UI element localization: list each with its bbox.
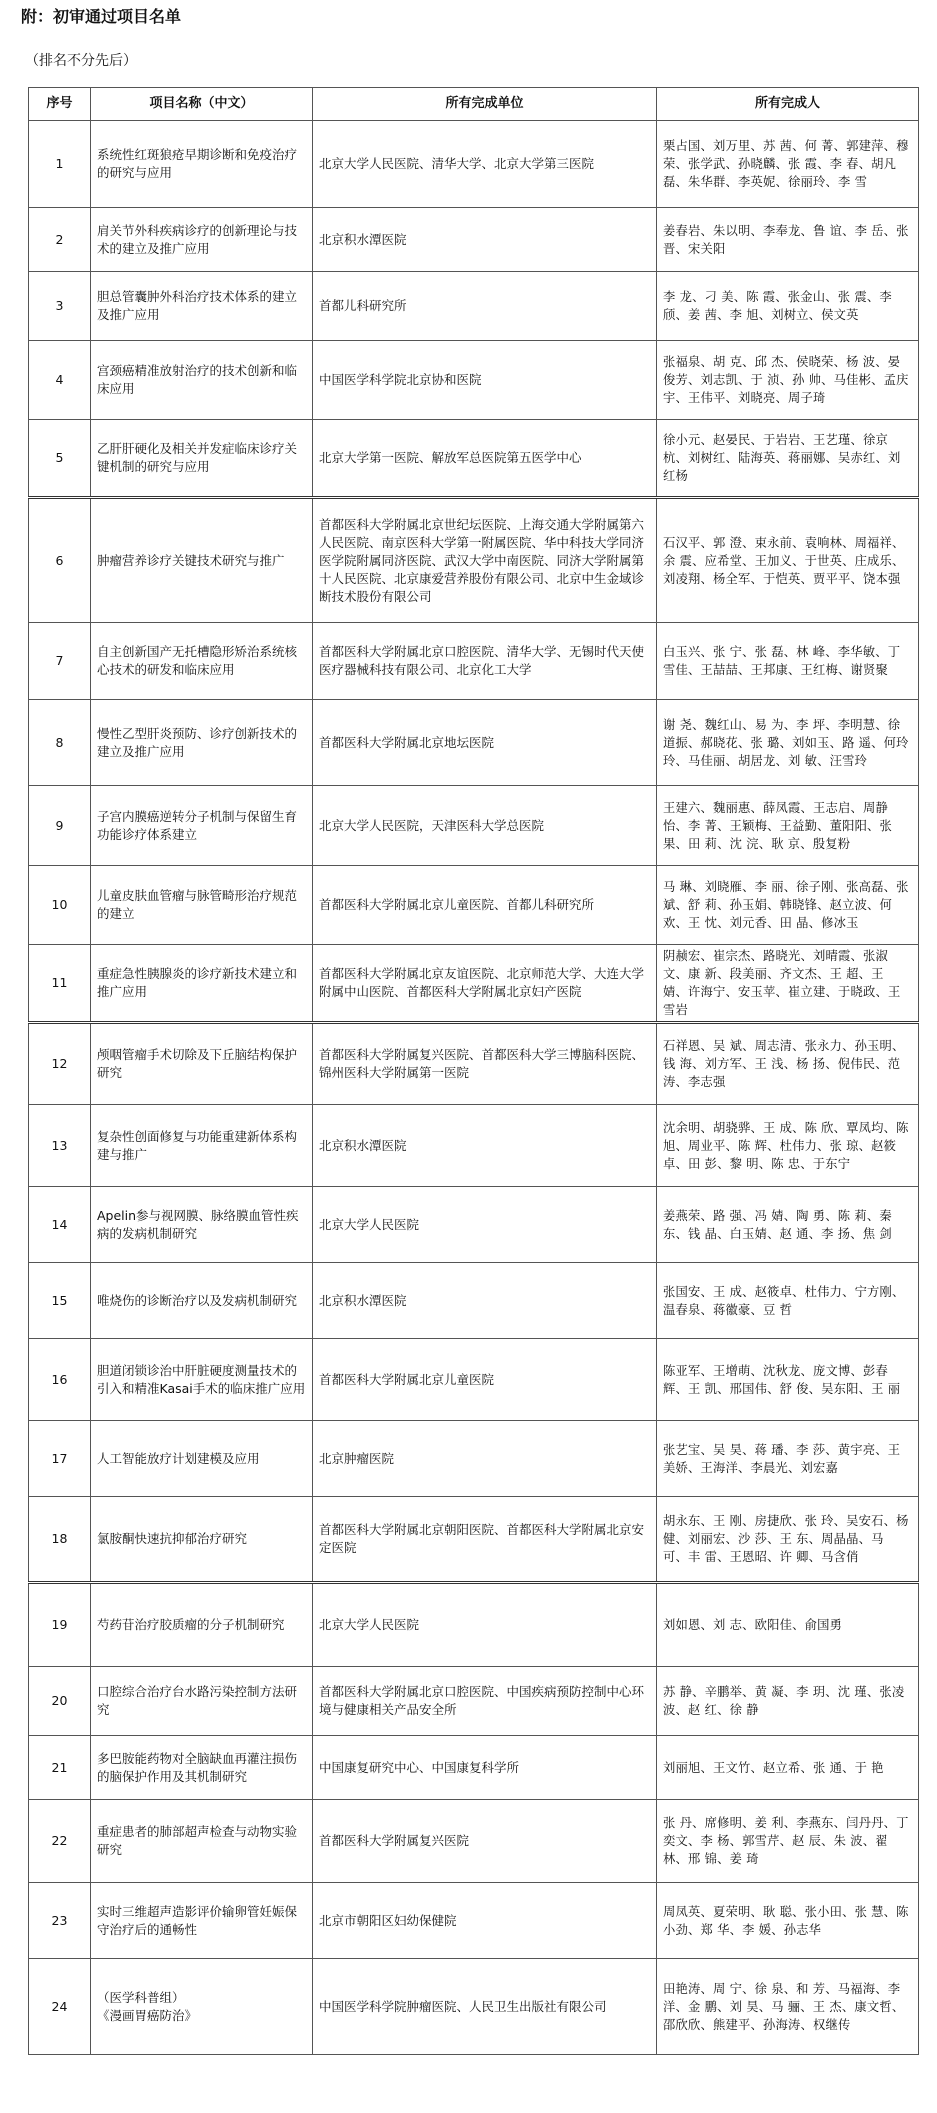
row-index: 12	[29, 1023, 91, 1105]
row-index: 19	[29, 1583, 91, 1667]
table-row	[29, 1800, 919, 1883]
completing-people: 张 丹、席修明、姜 利、李燕东、闫丹丹、丁奕文、李 杨、郭雪芹、赵 辰、朱 波、翟 林、邢 锦、姜 琦	[657, 1800, 919, 1883]
completing-people: 姜春岩、朱以明、李奉龙、鲁 谊、李 岳、张 晋、宋关阳	[657, 208, 919, 272]
project-name: 自主创新国产无托槽隐形矫治系统核心技术的研发和临床应用	[91, 623, 313, 700]
completing-people: 谢 尧、魏红山、易 为、李 坪、李明慧、徐道振、郝晓花、张 璐、刘如玉、路 遥、何玲玲、马佳丽、胡居龙、刘 敏、汪雪玲	[657, 700, 919, 786]
table-row	[29, 1263, 919, 1339]
project-name: 芍药苷治疗胶质瘤的分子机制研究	[91, 1583, 313, 1667]
completing-units: 北京积水潭医院	[313, 208, 657, 272]
completing-people: 李 龙、刁 美、陈 霞、张金山、张 震、李 颀、姜 茜、李 旭、刘树立、侯文英	[657, 272, 919, 341]
project-name: 重症急性胰腺炎的诊疗新技术建立和推广应用	[91, 945, 313, 1023]
completing-units: 首都医科大学附属北京地坛医院	[313, 700, 657, 786]
table-row	[29, 121, 919, 208]
row-index: 9	[29, 786, 91, 866]
table-row	[29, 945, 919, 1023]
project-name: 重症患者的肺部超声检查与动物实验研究	[91, 1800, 313, 1883]
project-table	[28, 87, 919, 2055]
row-index: 2	[29, 208, 91, 272]
project-name: 宫颈癌精准放射治疗的技术创新和临床应用	[91, 341, 313, 420]
project-name: 唯烧伤的诊断治疗以及发病机制研究	[91, 1263, 313, 1339]
project-name: 口腔综合治疗台水路污染控制方法研究	[91, 1667, 313, 1736]
completing-people: 张艺宝、吴 昊、蒋 璠、李 莎、黄宇亮、王美娇、王海洋、李晨光、刘宏嘉	[657, 1421, 919, 1497]
project-name: 肿瘤营养诊疗关键技术研究与推广	[91, 498, 313, 623]
table-row	[29, 866, 919, 945]
row-index: 5	[29, 420, 91, 498]
row-index: 11	[29, 945, 91, 1023]
completing-units: 首都儿科研究所	[313, 272, 657, 341]
completing-people: 周凤英、夏荣明、耿 聪、张小田、张 慧、陈小劲、郑 华、李 媛、孙志华	[657, 1883, 919, 1959]
completing-units: 北京积水潭医院	[313, 1105, 657, 1187]
completing-units: 北京大学人民医院，天津医科大学总医院	[313, 786, 657, 866]
completing-units: 北京肿瘤医院	[313, 1421, 657, 1497]
table-row	[29, 208, 919, 272]
table-row	[29, 1187, 919, 1263]
completing-units: 首都医科大学附属复兴医院	[313, 1800, 657, 1883]
row-index: 8	[29, 700, 91, 786]
table-row	[29, 623, 919, 700]
completing-people: 石汉平、郭 澄、束永前、袁响林、周福祥、余 震、应希堂、王加义、于世英、庄成乐、刘凌翔、杨全军、于恺英、贾平平、饶本强	[657, 498, 919, 623]
row-index: 10	[29, 866, 91, 945]
completing-people: 刘丽旭、王文竹、赵立希、张 通、于 艳	[657, 1736, 919, 1800]
completing-units: 首都医科大学附属北京口腔医院、中国疾病预防控制中心环境与健康相关产品安全所	[313, 1667, 657, 1736]
completing-units: 首都医科大学附属北京儿童医院	[313, 1339, 657, 1421]
completing-people: 白玉兴、张 宁、张 磊、林 峰、李华敏、丁雪佳、王喆喆、王邦康、王红梅、谢贤聚	[657, 623, 919, 700]
row-index: 7	[29, 623, 91, 700]
project-name: 实时三维超声造影评价输卵管妊娠保守治疗后的通畅性	[91, 1883, 313, 1959]
completing-units: 中国康复研究中心、中国康复科学所	[313, 1736, 657, 1800]
table-row	[29, 786, 919, 866]
table-row	[29, 1497, 919, 1583]
project-name: 儿童皮肤血管瘤与脉管畸形治疗规范的建立	[91, 866, 313, 945]
document-title: 附：初审通过项目名单	[21, 7, 182, 26]
completing-units: 北京大学人民医院、清华大学、北京大学第三医院	[313, 121, 657, 208]
completing-units: 北京大学第一医院、解放军总医院第五医学中心	[313, 420, 657, 498]
table-row	[29, 272, 919, 341]
completing-units: 中国医学科学院北京协和医院	[313, 341, 657, 420]
completing-people: 马 琳、刘晓雁、李 丽、徐子刚、张高磊、张 斌、舒 莉、孙玉娟、韩晓锋、赵立波、何 欢、王 忱、刘元香、田 晶、修冰玉	[657, 866, 919, 945]
table-row	[29, 498, 919, 623]
completing-units: 北京大学人民医院	[313, 1583, 657, 1667]
completing-people: 张国安、王 成、赵筱卓、杜伟力、宁方刚、温春泉、蒋徽豪、豆 哲	[657, 1263, 919, 1339]
ranking-note: （排名不分先后）	[25, 53, 137, 69]
project-name: 子宫内膜癌逆转分子机制与保留生育功能诊疗体系建立	[91, 786, 313, 866]
completing-people: 刘如恩、刘 志、欧阳佳、俞国勇	[657, 1583, 919, 1667]
completing-people: 栗占国、刘万里、苏 茜、何 菁、郭建萍、穆 荣、张学武、孙晓麟、张 霞、李 春、胡凡磊、朱华群、李英妮、徐丽玲、李 雪	[657, 121, 919, 208]
table-body	[29, 121, 919, 2055]
completing-people: 姜燕荣、路 强、冯 婧、陶 勇、陈 莉、秦 东、钱 晶、白玉婧、赵 通、李 扬、焦 剑	[657, 1187, 919, 1263]
completing-people: 胡永东、王 刚、房捷欣、张 玲、吴安石、杨 健、刘丽宏、沙 莎、王 东、周晶晶、马 可、丰 雷、王恩昭、许 卿、马含俏	[657, 1497, 919, 1583]
completing-units: 北京积水潭医院	[313, 1263, 657, 1339]
completing-people: 沈余明、胡骁骅、王 成、陈 欣、覃凤均、陈 旭、周业平、陈 辉、杜伟力、张 琼、赵筱卓、田 彭、黎 明、陈 忠、于东宁	[657, 1105, 919, 1187]
completing-people: 田艳涛、周 宁、徐 泉、和 芳、马福海、李 洋、金 鹏、刘 昊、马 骊、王 杰、康文哲、邵欣欣、熊建平、孙海涛、权继传	[657, 1959, 919, 2055]
project-name: 肩关节外科疾病诊疗的创新理论与技术的建立及推广应用	[91, 208, 313, 272]
completing-people: 陈亚军、王增萌、沈秋龙、庞文博、彭春辉、王 凯、邢国伟、舒 俊、吴东阳、王 丽	[657, 1339, 919, 1421]
row-index: 1	[29, 121, 91, 208]
table-row	[29, 1667, 919, 1736]
project-name: （医学科普组） 《漫画胃癌防治》	[91, 1959, 313, 2055]
project-name: 系统性红斑狼疮早期诊断和免疫治疗的研究与应用	[91, 121, 313, 208]
project-name: 颅咽管瘤手术切除及下丘脑结构保护研究	[91, 1023, 313, 1105]
row-index: 3	[29, 272, 91, 341]
row-index: 23	[29, 1883, 91, 1959]
header-project-name: 项目名称（中文）	[91, 88, 313, 121]
row-index: 22	[29, 1800, 91, 1883]
row-index: 6	[29, 498, 91, 623]
completing-people: 王建六、魏丽惠、薛凤霞、王志启、周静怡、李 菁、王颖梅、王益勤、董阳阳、张 果、田 莉、沈 浣、耿 京、殷复粉	[657, 786, 919, 866]
project-name: 胆总管囊肿外科治疗技术体系的建立及推广应用	[91, 272, 313, 341]
table-row	[29, 1339, 919, 1421]
header-index: 序号	[29, 88, 91, 121]
row-index: 14	[29, 1187, 91, 1263]
project-name: 复杂性创面修复与功能重建新体系构建与推广	[91, 1105, 313, 1187]
completing-people: 张福泉、胡 克、邱 杰、侯晓荣、杨 波、晏俊芳、刘志凯、于 浈、孙 帅、马佳彬、孟庆宇、王伟平、刘晓亮、周子琦	[657, 341, 919, 420]
table-row	[29, 1023, 919, 1105]
completing-people: 阴赪宏、崔宗杰、路晓光、刘晴霞、张淑文、康 新、段美丽、齐文杰、王 超、王 婧、许海宁、安玉苹、崔立建、于晓政、王雪岩	[657, 945, 919, 1023]
table-row	[29, 420, 919, 498]
completing-units: 首都医科大学附属北京口腔医院、清华大学、无锡时代天使医疗器械科技有限公司、北京化工大学	[313, 623, 657, 700]
table-row	[29, 1421, 919, 1497]
project-name: 乙肝肝硬化及相关并发症临床诊疗关键机制的研究与应用	[91, 420, 313, 498]
completing-units: 首都医科大学附属复兴医院、首都医科大学三博脑科医院、锦州医科大学附属第一医院	[313, 1023, 657, 1105]
completing-units: 首都医科大学附属北京友谊医院、北京师范大学、大连大学附属中山医院、首都医科大学附属北京妇产医院	[313, 945, 657, 1023]
row-index: 4	[29, 341, 91, 420]
table-row	[29, 1883, 919, 1959]
header-units: 所有完成单位	[313, 88, 657, 121]
header-people: 所有完成人	[657, 88, 919, 121]
completing-units: 首都医科大学附属北京儿童医院、首都儿科研究所	[313, 866, 657, 945]
row-index: 13	[29, 1105, 91, 1187]
project-name: 慢性乙型肝炎预防、诊疗创新技术的建立及推广应用	[91, 700, 313, 786]
table-row	[29, 1583, 919, 1667]
row-index: 16	[29, 1339, 91, 1421]
completing-units: 中国医学科学院肿瘤医院、人民卫生出版社有限公司	[313, 1959, 657, 2055]
project-name: 人工智能放疗计划建模及应用	[91, 1421, 313, 1497]
row-index: 21	[29, 1736, 91, 1800]
row-index: 15	[29, 1263, 91, 1339]
project-name: 多巴胺能药物对全脑缺血再灌注损伤的脑保护作用及其机制研究	[91, 1736, 313, 1800]
project-name: 胆道闭锁诊治中肝脏硬度测量技术的引入和精准Kasai手术的临床推广应用	[91, 1339, 313, 1421]
completing-units: 首都医科大学附属北京朝阳医院、首都医科大学附属北京安定医院	[313, 1497, 657, 1583]
project-name: 氯胺酮快速抗抑郁治疗研究	[91, 1497, 313, 1583]
completing-people: 石祥恩、吴 斌、周志清、张永力、孙玉明、钱 海、刘方军、王 浅、杨 扬、倪伟民、范 涛、李志强	[657, 1023, 919, 1105]
table-row	[29, 1959, 919, 2055]
project-name: Apelin参与视网膜、脉络膜血管性疾病的发病机制研究	[91, 1187, 313, 1263]
completing-units: 北京大学人民医院	[313, 1187, 657, 1263]
table-row	[29, 700, 919, 786]
table-row	[29, 1105, 919, 1187]
table-header-row	[29, 88, 919, 121]
row-index: 24	[29, 1959, 91, 2055]
table-row	[29, 341, 919, 420]
completing-units: 北京市朝阳区妇幼保健院	[313, 1883, 657, 1959]
row-index: 17	[29, 1421, 91, 1497]
table-row	[29, 1736, 919, 1800]
completing-units: 首都医科大学附属北京世纪坛医院、上海交通大学附属第六人民医院、南京医科大学第一附属医院、华中科技大学同济医学院附属同济医院、武汉大学中南医院、同济大学附属第十人民医院、北京康爱营养股份有限公司、北京中生金域诊断技术股份有限公司	[313, 498, 657, 623]
row-index: 18	[29, 1497, 91, 1583]
completing-people: 徐小元、赵晏民、于岩岩、王艺瑾、徐京杭、刘树红、陆海英、蒋丽娜、吴赤红、刘红杨	[657, 420, 919, 498]
row-index: 20	[29, 1667, 91, 1736]
completing-people: 苏 静、辛鹏举、黄 凝、李 玥、沈 瑾、张凌波、赵 红、徐 静	[657, 1667, 919, 1736]
